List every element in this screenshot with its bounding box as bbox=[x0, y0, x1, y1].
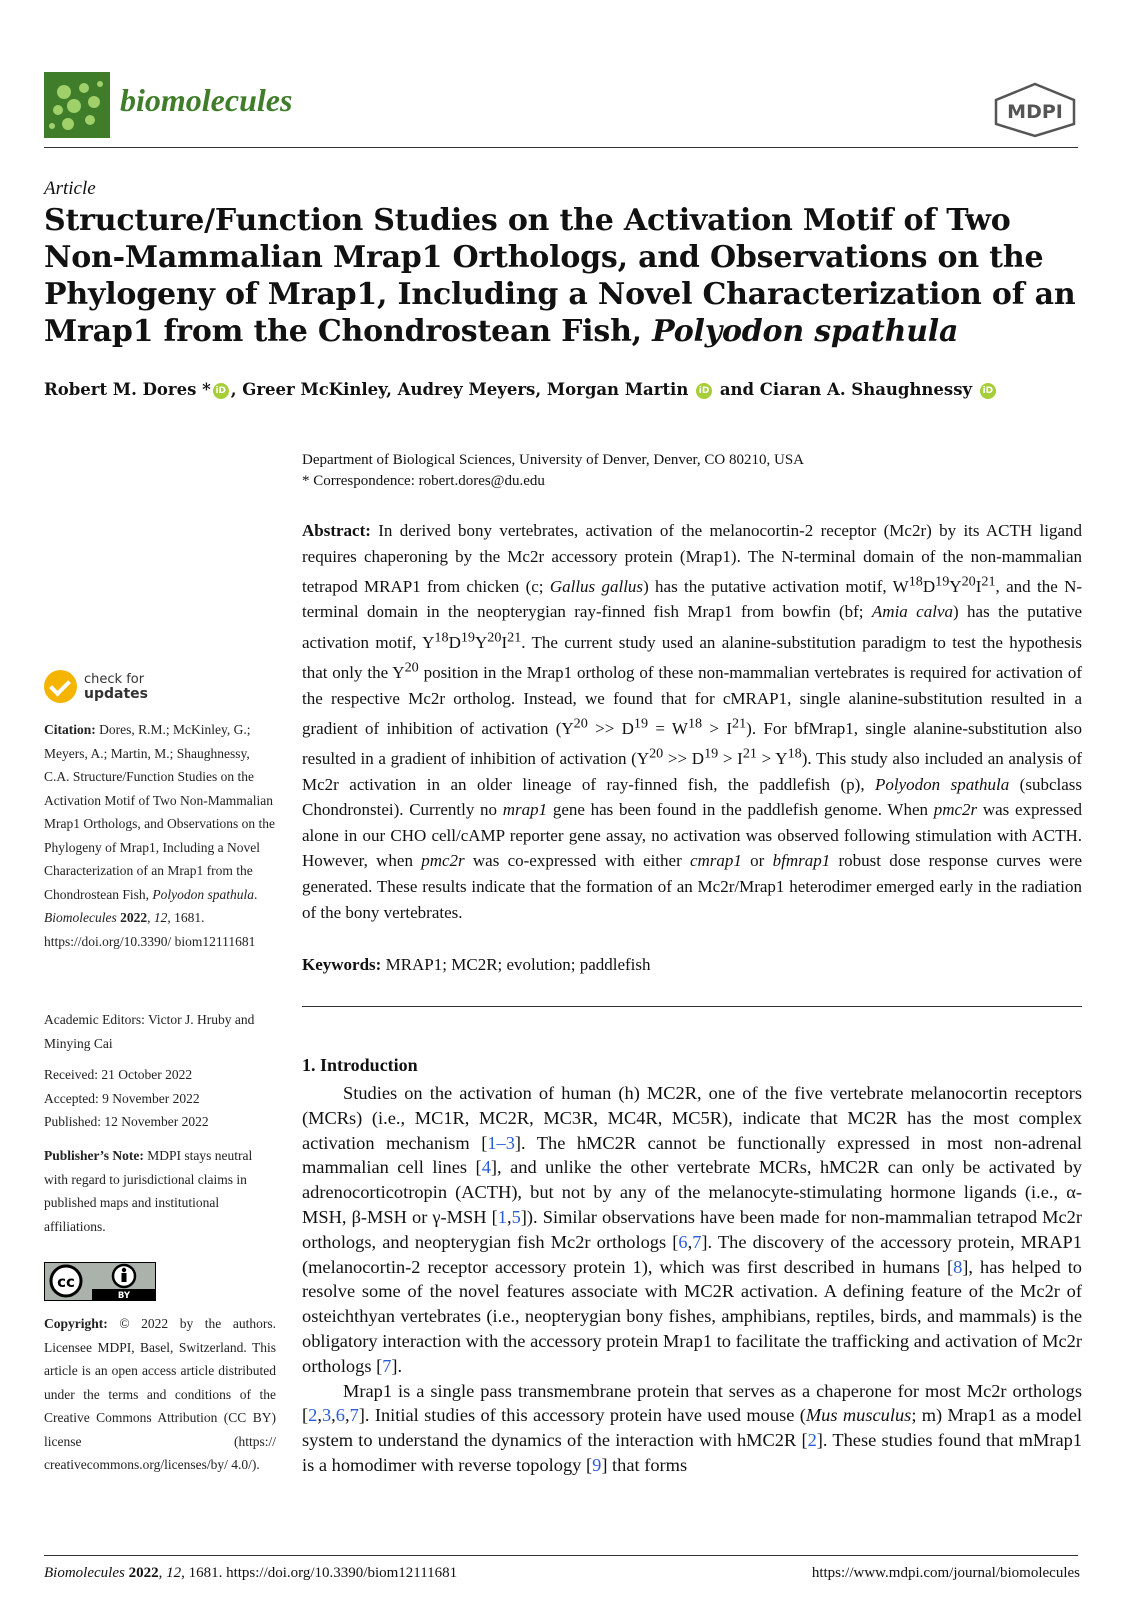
mdpi-logo-icon[interactable] bbox=[992, 82, 1078, 138]
published-date: Published: 12 November 2022 bbox=[44, 1114, 209, 1129]
publisher-name: MDPI bbox=[1007, 101, 1063, 123]
orcid-icon[interactable]: iD bbox=[696, 383, 712, 399]
paragraph: Mrap1 is a single pass transmembrane protein that serves as a chaperone for most Mc2r orthologs [2,3,6,7]. Initial studies of this accessory protein have used mouse (Mus musculus; m) Mrap1 as a model system to understand the dynamics of the interaction with hMC2R [2]. These studies found that mMrap1 is a homodimer with reverse topology [9] that forms bbox=[302, 1380, 1082, 1475]
publication-dates bbox=[44, 1063, 276, 1134]
received-date: Received: 21 October 2022 bbox=[44, 1067, 193, 1082]
footer-citation: Biomolecules 2022, 12, 1681. https://doi.org/10.3390/biom12111681 bbox=[44, 1565, 458, 1581]
article-type: Article bbox=[44, 178, 96, 199]
checkmark-icon bbox=[44, 670, 77, 703]
abstract-label: Abstract: bbox=[302, 521, 371, 540]
abstract-text: In derived bony vertebrates, activation of the melanocortin-2 receptor (Mc2r) by its ACTH ligand requires chaperoning by the Mc2r accessory protein (Mrap1). The N-terminal domain of the non-mammalian tetrapod MRAP1 from chicken (c; Gallus gallus) has the putative activation motif, $W^{18}D^{19}Y^{20}I^{21}$, and the N-terminal domain in the neopterygian ray-finned fish Mrap1 from bowfin (bf; Amia calva) has the putative activation motif, $Y^{18}D^{19}Y^{20}I^{21}$. The current study used an alanine-substitution paradigm to test the hypothesis that only the $Y^{20}$ position in the Mrap1 ortholog of these non-mammalian vertebrates is required for activation of the respective Mc2r ortholog. Instead, we found that for cMRAP1, single alanine-substitution resulted in a gradient of inhibition of activation $(Y^{20} >> D^{19} = W^{18} > I^{21})$. For bfMrap1, single alanine-substitution also resulted in a gradient of inhibition of activation $(Y^{20} >> D^{19} > I^{21} > Y^{18})$. This study also included an analysis of Mc2r activation in an older lineage of ray-finned fish, the paddlefish (p), Polyodon spathula (subclass Chondronstei). Currently no mrap1 gene has been found in the paddlefish genome. When pmc2r was expressed alone in our CHO cell/cAMP reporter gene assay, no activation was observed following stimulation with ACTH. However, when pmc2r was co-expressed with either cmrap1 or bfmrap1 robust dose response curves were generated. These results indicate that the formation of an Mc2r/Mrap1 heterodimer emerged early in the radiation of the bony vertebrates. bbox=[302, 521, 1083, 922]
journal-logo-icon bbox=[44, 72, 110, 138]
keywords-label: Keywords: bbox=[302, 955, 382, 974]
cc-by-license-icon[interactable] bbox=[44, 1262, 156, 1301]
article-title: Structure/Function Studies on the Activation Motif of Two Non-Mammalian Mrap1 Orthologs, and Observations on the Phylogeny of Mrap1, Including a Novel Characterization of an Mrap1 from the Chondrostean Fish, Polyodon spathula bbox=[44, 203, 1076, 349]
accepted-date: Accepted: 9 November 2022 bbox=[44, 1090, 200, 1106]
affiliation: Department of Biological Sciences, University of Denver, Denver, CO 80210, USA bbox=[302, 452, 805, 468]
footer-divider bbox=[44, 1555, 1078, 1556]
author-name[interactable]: Audrey Meyers bbox=[397, 380, 536, 399]
author-name[interactable]: Ciaran A. Shaughnessy bbox=[759, 380, 973, 399]
keywords-text: MRAP1; MC2R; evolution; paddlefish bbox=[385, 955, 651, 974]
svg-text:cc: cc bbox=[57, 1273, 75, 1291]
header-divider bbox=[44, 147, 1078, 148]
section-heading: 1. Introduction bbox=[302, 1055, 418, 1075]
intro-body bbox=[302, 1081, 1082, 1478]
author-list: Robert M. Dores * iD , Greer McKinley, Audrey Meyers, Morgan Martin iD and Ciaran A. Shaughnessy iD bbox=[44, 380, 998, 399]
keywords bbox=[302, 955, 1082, 975]
publisher-note: Publisher’s Note: MDPI stays neutral with regard to jurisdictional claims in published maps and institutional affiliations. bbox=[44, 1148, 253, 1234]
orcid-icon[interactable]: iD bbox=[213, 383, 229, 399]
copyright: Copyright: © 2022 by the authors. Licensee MDPI, Basel, Switzerland. This article is an open access article distributed under the terms and conditions of the Creative Commons Attribution (CC BY) license (https:// creativecommons.org/licenses/by/ 4.0/). bbox=[44, 1316, 276, 1472]
section-divider bbox=[302, 1006, 1082, 1007]
abstract bbox=[302, 518, 1082, 925]
correspondence[interactable]: * Correspondence: robert.dores@du.edu bbox=[302, 473, 545, 489]
author-name[interactable]: Robert M. Dores * bbox=[44, 380, 211, 399]
citation: Citation: Dores, R.M.; McKinley, G.; Meyers, A.; Martin, M.; Shaughnessy, C.A. Structure/Function Studies on the Activation Motif of Two Non-Mammalian Mrap1 Orthologs, and Observations on the Phylogeny of Mrap1, Including a Novel Characterization of an Mrap1 from the Chondrostean Fish, Polyodon spathula. Biomolecules 2022, 12, 1681. https://doi.org/10.3390/ biom12111681 bbox=[44, 722, 275, 949]
academic-editors: Academic Editors: Victor J. Hruby and Minying Cai bbox=[44, 1012, 255, 1051]
paragraph: Studies on the activation of human (h) MC2R, one of the five vertebrate melanocortin receptors (MCRs) (i.e., MC1R, MC2R, MC3R, MC4R, MC5R), indicate that MC2R has the most complex activation mechanism [1–3]. The hMC2R cannot be functionally expressed in most non-adrenal mammalian cell lines [4], and unlike the other vertebrate MCRs, hMC2R can only be activated by adrenocorticotropin (ACTH), but not by any of the melanocyte-stimulating hormone ligands (i.e., α-MSH, β-MSH or γ-MSH [1,5]). Similar observations have been made for non-mammalian tetrapod Mc2r orthologs, and neopterygian fish Mc2r orthologs [6,7]. The discovery of the accessory protein, MRAP1 (melanocortin-2 receptor accessory protein 1), which was first described in humans [8], has helped to resolve some of the novel features associate with MC2R activation. A defining feature of the Mc2r of osteichthyan vertebrates (i.e., neopterygian bony fishes, amphibians, reptiles, birds, and mammals) is the obligatory interaction with the accessory protein Mrap1 to facilitate the trafficking and activation of Mc2r orthologs [7]. bbox=[302, 1083, 1083, 1376]
check-for-updates-button[interactable]: check for updates bbox=[44, 670, 154, 706]
author-name[interactable]: Greer McKinley bbox=[242, 380, 387, 399]
journal-url-link[interactable]: https://www.mdpi.com/journal/biomolecules bbox=[811, 1565, 1080, 1581]
journal-name[interactable]: biomolecules bbox=[120, 82, 293, 118]
affiliation-block bbox=[302, 450, 804, 492]
svg-text:BY: BY bbox=[117, 1291, 131, 1301]
orcid-icon[interactable]: iD bbox=[980, 383, 996, 399]
author-name[interactable]: Morgan Martin bbox=[546, 380, 689, 399]
